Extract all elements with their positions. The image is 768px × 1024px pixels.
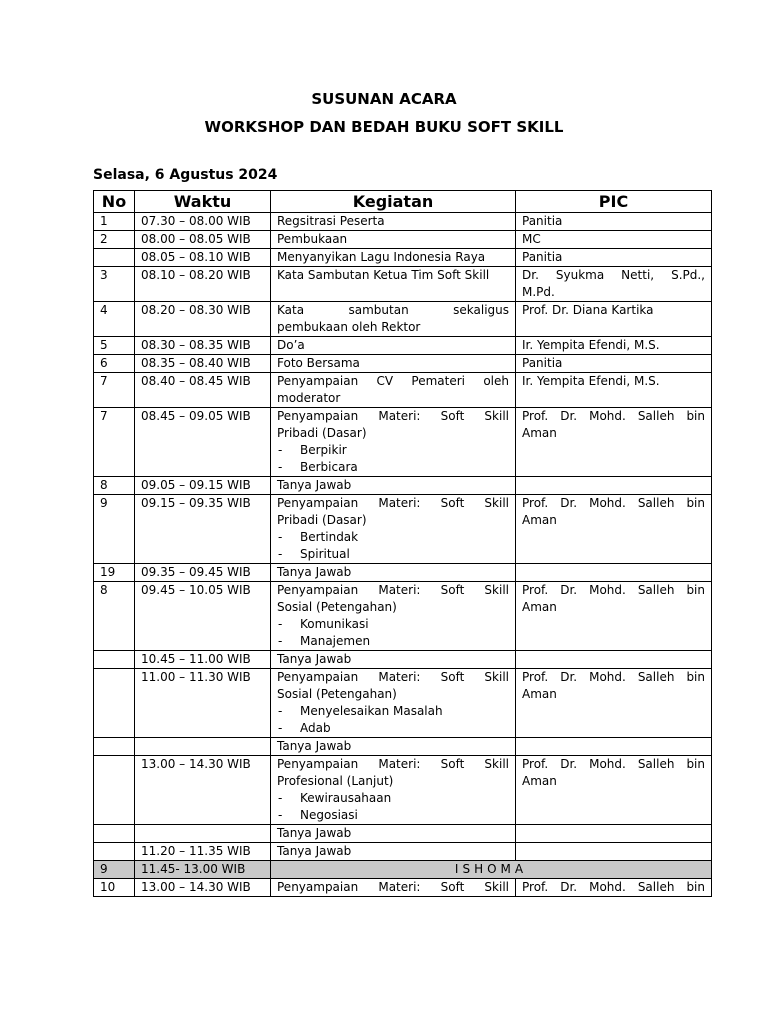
row-activity: Tanya Jawab (271, 738, 516, 756)
row-activity (271, 495, 516, 564)
list-item: - Manajemen (277, 633, 509, 650)
activity-subitems (277, 529, 509, 563)
row-time: 13.00 – 14.30 WIB (135, 879, 271, 897)
activity-line: Profesional (Lanjut) (277, 774, 394, 788)
row-activity: Foto Bersama (271, 355, 516, 373)
row-pic: Ir. Yempita Efendi, M.S. (516, 373, 712, 408)
row-pic (516, 267, 712, 302)
row-activity (271, 373, 516, 408)
activity-line: Penyampaian Materi: Soft Skill (277, 496, 509, 510)
row-pic: Panitia (516, 213, 712, 231)
row-number (94, 738, 135, 756)
row-number (94, 651, 135, 669)
pic-line: Dr. Syukma Netti, S.Pd., (522, 268, 705, 282)
activity-line: Penyampaian Materi: Soft Skill (277, 670, 509, 684)
row-time: 10.45 – 11.00 WIB (135, 651, 271, 669)
row-time: 07.30 – 08.00 WIB (135, 213, 271, 231)
pic-line: Prof. Dr. Mohd. Salleh bin (522, 670, 705, 684)
table-row (94, 651, 712, 669)
row-activity: Tanya Jawab (271, 825, 516, 843)
list-item: - Berpikir (277, 442, 509, 459)
row-number: 6 (94, 355, 135, 373)
row-time: 09.15 – 09.35 WIB (135, 495, 271, 564)
pic-line: Prof. Dr. Mohd. Salleh bin (522, 496, 705, 510)
activity-line: Penyampaian CV Pemateri oleh (277, 374, 509, 388)
pic-line: Aman (522, 600, 557, 614)
row-number: 3 (94, 267, 135, 302)
table-row (94, 477, 712, 495)
row-number: 4 (94, 302, 135, 337)
row-time: 09.05 – 09.15 WIB (135, 477, 271, 495)
row-time (135, 825, 271, 843)
table-row (94, 738, 712, 756)
row-activity: Tanya Jawab (271, 843, 516, 861)
row-number (94, 756, 135, 825)
row-time: 11.45- 13.00 WIB (135, 861, 271, 879)
row-number: 2 (94, 231, 135, 249)
pic-line: Aman (522, 426, 557, 440)
list-item: - Adab (277, 720, 509, 737)
row-activity (271, 756, 516, 825)
row-number (94, 843, 135, 861)
row-pic (516, 879, 712, 897)
row-activity: Kata Sambutan Ketua Tim Soft Skill (271, 267, 516, 302)
row-pic (516, 669, 712, 738)
row-time (135, 738, 271, 756)
pic-line: Aman (522, 774, 557, 788)
row-activity: Regsitrasi Peserta (271, 213, 516, 231)
row-activity: Pembukaan (271, 231, 516, 249)
row-pic: MC (516, 231, 712, 249)
row-time: 08.00 – 08.05 WIB (135, 231, 271, 249)
list-item: - Menyelesaikan Masalah (277, 703, 509, 720)
row-number: 9 (94, 861, 135, 879)
header-time: Waktu (135, 191, 271, 213)
row-activity: Do’a (271, 337, 516, 355)
row-time: 13.00 – 14.30 WIB (135, 756, 271, 825)
list-item: - Kewirausahaan (277, 790, 509, 807)
row-number: 1 (94, 213, 135, 231)
table-row (94, 825, 712, 843)
row-activity (271, 408, 516, 477)
row-number (94, 669, 135, 738)
schedule-table (93, 190, 712, 897)
table-row (94, 249, 712, 267)
row-time: 09.35 – 09.45 WIB (135, 564, 271, 582)
row-activity: Tanya Jawab (271, 477, 516, 495)
table-row (94, 302, 712, 337)
row-number (94, 825, 135, 843)
row-pic (516, 843, 712, 861)
document-title: SUSUNAN ACARA (311, 90, 457, 108)
table-row (94, 843, 712, 861)
row-pic (516, 582, 712, 651)
row-time: 11.00 – 11.30 WIB (135, 669, 271, 738)
table-row (94, 231, 712, 249)
row-activity (271, 302, 516, 337)
row-time: 08.30 – 08.35 WIB (135, 337, 271, 355)
row-activity: Tanya Jawab (271, 651, 516, 669)
header-activity: Kegiatan (271, 191, 516, 213)
list-item: - Komunikasi (277, 616, 509, 633)
activity-line: Sosial (Petengahan) (277, 687, 397, 701)
pic-line: Prof. Dr. Mohd. Salleh bin (522, 880, 705, 894)
table-row (94, 564, 712, 582)
row-activity: Menyanyikan Lagu Indonesia Raya (271, 249, 516, 267)
activity-line: pembukaan oleh Rektor (277, 320, 421, 334)
row-pic: Prof. Dr. Diana Kartika (516, 302, 712, 337)
row-activity (271, 582, 516, 651)
pic-line: Prof. Dr. Mohd. Salleh bin (522, 757, 705, 771)
row-pic: Panitia (516, 355, 712, 373)
row-number: 5 (94, 337, 135, 355)
row-pic (516, 477, 712, 495)
row-number: 8 (94, 477, 135, 495)
pic-line: Prof. Dr. Mohd. Salleh bin (522, 409, 705, 423)
pic-line: Aman (522, 513, 557, 527)
row-pic (516, 825, 712, 843)
list-item: - Bertindak (277, 529, 509, 546)
row-activity (271, 669, 516, 738)
activity-line: moderator (277, 391, 341, 405)
row-pic (516, 738, 712, 756)
row-pic (516, 564, 712, 582)
row-number: 7 (94, 373, 135, 408)
table-row (94, 355, 712, 373)
list-item: - Spiritual (277, 546, 509, 563)
table-row (94, 495, 712, 564)
break-label: ISHOMA (271, 861, 712, 879)
activity-subitems (277, 616, 509, 650)
row-pic: Ir. Yempita Efendi, M.S. (516, 337, 712, 355)
table-row (94, 756, 712, 825)
list-item: - Berbicara (277, 459, 509, 476)
row-number: 19 (94, 564, 135, 582)
row-number: 8 (94, 582, 135, 651)
activity-line: Penyampaian Materi: Soft Skill (277, 583, 509, 597)
pic-line: Prof. Dr. Mohd. Salleh bin (522, 583, 705, 597)
row-time: 11.20 – 11.35 WIB (135, 843, 271, 861)
table-header-row (94, 191, 712, 213)
row-time: 08.20 – 08.30 WIB (135, 302, 271, 337)
header-no: No (94, 191, 135, 213)
row-time: 08.35 – 08.40 WIB (135, 355, 271, 373)
row-pic (516, 651, 712, 669)
table-row (94, 582, 712, 651)
row-pic (516, 495, 712, 564)
row-time: 09.45 – 10.05 WIB (135, 582, 271, 651)
table-row (94, 669, 712, 738)
row-pic (516, 756, 712, 825)
row-number: 10 (94, 879, 135, 897)
event-date: Selasa, 6 Agustus 2024 (93, 167, 278, 183)
activity-line: Kata sambutan sekaligus (277, 303, 509, 317)
activity-line: Penyampaian Materi: Soft Skill (277, 757, 509, 771)
activity-line: Sosial (Petengahan) (277, 600, 397, 614)
activity-line: Penyampaian Materi: Soft Skill (277, 880, 509, 894)
header-pic: PIC (516, 191, 712, 213)
document-subtitle: WORKSHOP DAN BEDAH BUKU SOFT SKILL (204, 118, 564, 136)
row-number: 7 (94, 408, 135, 477)
table-row (94, 337, 712, 355)
row-time: 08.45 – 09.05 WIB (135, 408, 271, 477)
table-row (94, 213, 712, 231)
row-pic: Panitia (516, 249, 712, 267)
activity-line: Pribadi (Dasar) (277, 513, 367, 527)
row-pic (516, 408, 712, 477)
table-row (94, 861, 712, 879)
row-number (94, 249, 135, 267)
activity-line: Pribadi (Dasar) (277, 426, 367, 440)
row-time: 08.05 – 08.10 WIB (135, 249, 271, 267)
row-time: 08.10 – 08.20 WIB (135, 267, 271, 302)
table-row (94, 373, 712, 408)
row-activity (271, 879, 516, 897)
activity-line: Penyampaian Materi: Soft Skill (277, 409, 509, 423)
table-row (94, 879, 712, 897)
schedule-body (94, 213, 712, 897)
row-number: 9 (94, 495, 135, 564)
activity-subitems (277, 442, 509, 476)
table-row (94, 267, 712, 302)
activity-subitems (277, 790, 509, 824)
table-row (94, 408, 712, 477)
row-activity: Tanya Jawab (271, 564, 516, 582)
pic-line: Aman (522, 687, 557, 701)
row-time: 08.40 – 08.45 WIB (135, 373, 271, 408)
pic-line: M.Pd. (522, 285, 555, 299)
activity-subitems (277, 703, 509, 737)
list-item: - Negosiasi (277, 807, 509, 824)
